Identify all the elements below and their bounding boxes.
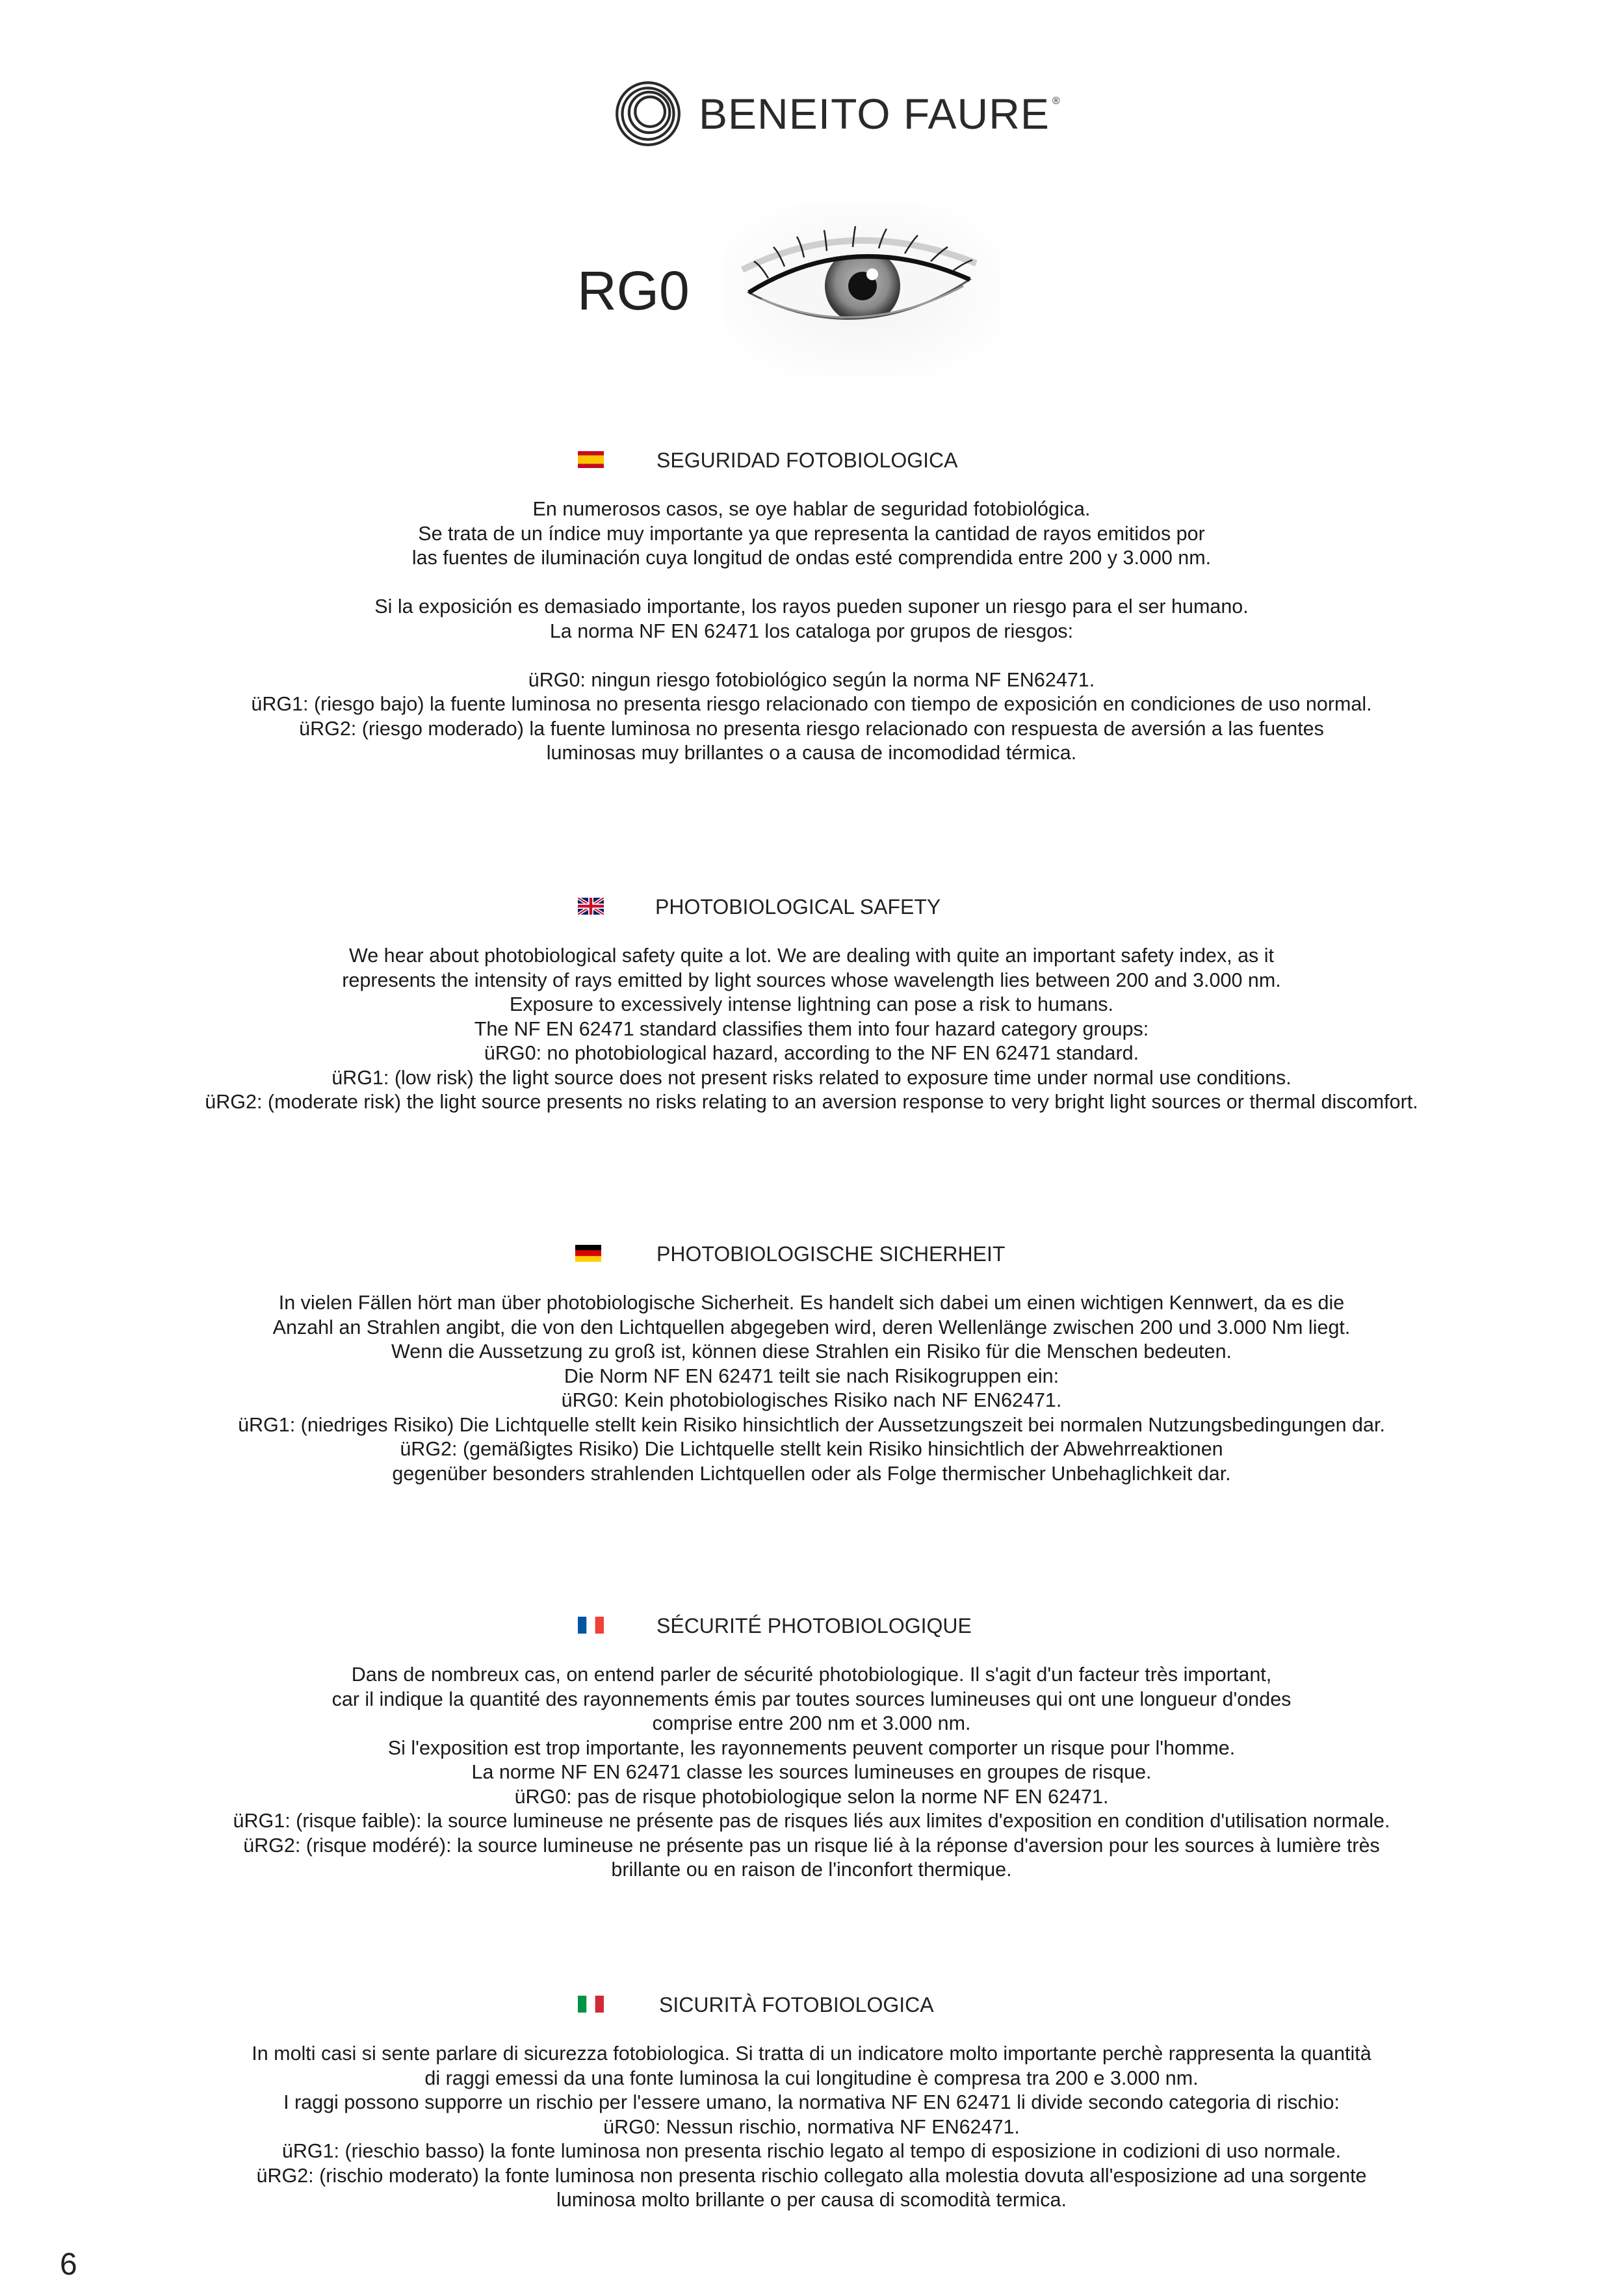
eye-image xyxy=(723,202,1001,377)
risk-group-title: RG0 xyxy=(577,260,690,321)
section-title: SICURITÀ FOTOBIOLOGICA xyxy=(659,1993,934,2016)
text-line: I raggi possono supporre un rischio per l'essere umano, la normativa NF EN 62471 li divide secondo categoria di rischio: xyxy=(283,2091,1340,2113)
text-line: Anzahl an Strahlen angibt, die von den Lichtquellen abgegeben wird, deren Wellenlänge zwischen 200 und 3.000 Nm liegt. xyxy=(272,1316,1351,1338)
text-line: We hear about photobiological safety quite a lot. We are dealing with quite an important safety index, as it xyxy=(348,945,1275,967)
text-line: üRG2: (risque modéré): la source lumineuse ne présente pas un risque lié à la réponse d'aversion pour les sources à lumière très xyxy=(243,1834,1380,1857)
text-line: Se trata de un índice muy importante ya que representa la cantidad de rayos emitidos por xyxy=(418,522,1205,545)
text-line: brillante ou en raison de l'inconfort thermique. xyxy=(611,1859,1012,1881)
spain-flag-icon xyxy=(578,451,604,468)
text-line: Dans de nombreux cas, on entend parler de sécurité photobiologique. Il s'agit d'un facteur très important, xyxy=(351,1663,1272,1686)
text-line: Si l'exposition est trop importante, les rayonnements peuvent comporter un risque pour l'homme. xyxy=(387,1736,1236,1759)
page-number: 6 xyxy=(60,2247,77,2282)
blank-line xyxy=(0,644,1623,668)
text-line: üRG1: (low risk) the light source does not present risks related to exposure time under normal use conditions. xyxy=(331,1066,1292,1089)
section-body xyxy=(0,497,1623,766)
section-body xyxy=(0,944,1623,1115)
text-line: car il indique la quantité des rayonnements émis par toutes sources lumineuses qui ont une longueur d'ondes xyxy=(331,1688,1292,1710)
text-line: üRG0: Kein photobiologisches Risiko nach NF EN62471. xyxy=(561,1389,1062,1411)
text-line: gegenüber besonders strahlenden Lichtquellen oder als Folge thermischer Unbehaglichkeit dar. xyxy=(392,1462,1231,1485)
section-title: SÉCURITÉ PHOTOBIOLOGIQUE xyxy=(656,1614,972,1637)
text-line: The NF EN 62471 standard classifies them into four hazard category groups: xyxy=(474,1017,1149,1040)
text-line: üRG1: (niedriges Risiko) Die Lichtquelle stellt kein Risiko hinsichtlich der Aussetzungszeit bei normalen Nutzungsbedingungen dar. xyxy=(238,1413,1385,1436)
text-line: üRG0: Nessun rischio, normativa NF EN62471. xyxy=(603,2115,1020,2138)
text-line: üRG1: (rieschio basso) la fonte luminosa non presenta rischio legato al tempo di esposizione in codizioni di uso normale. xyxy=(281,2140,1342,2162)
text-line: La norma NF EN 62471 los cataloga por grupos de riesgos: xyxy=(549,620,1074,642)
text-line: In vielen Fällen hört man über photobiologische Sicherheit. Es handelt sich dabei um einen wichtigen Kennwert, da es die xyxy=(278,1292,1345,1314)
text-line: Die Norm NF EN 62471 teilt sie nach Risikogruppen ein: xyxy=(564,1364,1059,1387)
text-line: In molti casi si sente parlare di sicurezza fotobiologica. Si tratta di un indicatore molto importante perchè rappresenta la quantità xyxy=(252,2042,1371,2065)
text-line: üRG2: (gemäßigtes Risiko) Die Lichtquelle stellt kein Risiko hinsichtlich der Abwehrreaktionen xyxy=(400,1438,1223,1460)
text-line: luminosa molto brillante o per causa di scomodità termica. xyxy=(556,2189,1067,2211)
text-line: üRG1: (risque faible): la source lumineuse ne présente pas de risques liés aux limites d'exposition en condition d'utilisation normale. xyxy=(233,1810,1390,1832)
section-body xyxy=(0,1291,1623,1486)
registered-mark: ® xyxy=(1052,96,1061,107)
text-line: Wenn die Aussetzung zu groß ist, können diese Strahlen ein Risiko für die Menschen bedeuten. xyxy=(391,1340,1232,1363)
section-title: PHOTOBIOLOGICAL SAFETY xyxy=(655,895,941,919)
text-line: En numerosos casos, se oye hablar de seguridad fotobiológica. xyxy=(532,498,1091,520)
section-body xyxy=(0,1663,1623,1883)
text-line: üRG2: (riesgo moderado) la fuente luminosa no presenta riesgo relacionado con respuesta de aversión a las fuentes xyxy=(299,717,1324,740)
text-line: üRG0: pas de risque photobiologique selon la norme NF EN 62471. xyxy=(514,1785,1109,1808)
section-title: PHOTOBIOLOGISCHE SICHERHEIT xyxy=(656,1242,1006,1266)
text-line: üRG0: ningun riesgo fotobiológico según la norma NF EN62471. xyxy=(528,668,1095,691)
text-line: üRG1: (riesgo bajo) la fuente luminosa no presenta riesgo relacionado con tiempo de exposición en condiciones de uso normal. xyxy=(251,693,1372,715)
text-line: üRG2: (rischio moderato) la fonte luminosa non presenta rischio collegato alla molestia dovuta all'esposizione ad una sorgente xyxy=(256,2164,1367,2187)
text-line: comprise entre 200 nm et 3.000 nm. xyxy=(652,1712,971,1734)
text-line: Si la exposición es demasiado importante, los rayos pueden suponer un riesgo para el ser humano. xyxy=(374,595,1249,618)
blank-line xyxy=(0,571,1623,595)
text-line: üRG2: (moderate risk) the light source presents no risks relating to an aversion response to very bright light sources or thermal discomfort. xyxy=(205,1091,1418,1113)
section-body xyxy=(0,2042,1623,2213)
text-line: üRG0: no photobiological hazard, according to the NF EN 62471 standard. xyxy=(484,1042,1139,1064)
brand-logo xyxy=(614,78,1061,150)
text-line: las fuentes de iluminación cuya longitud de ondas esté comprendida entre 200 y 3.000 nm. xyxy=(411,547,1212,569)
brand-spiral-icon xyxy=(614,80,682,148)
brand-name: BENEITO FAURE ® xyxy=(699,90,1061,138)
section-title: SEGURIDAD FOTOBIOLOGICA xyxy=(656,449,958,472)
germany-flag-icon xyxy=(575,1245,601,1262)
text-line: luminosas muy brillantes o a causa de incomodidad térmica. xyxy=(546,742,1077,764)
text-line: represents the intensity of rays emitted by light sources whose wavelength lies between 200 and 3.000 nm. xyxy=(342,969,1281,991)
text-line: di raggi emessi da una fonte luminosa la cui longitudine è compresa tra 200 e 3.000 nm. xyxy=(424,2067,1199,2089)
italy-flag-icon xyxy=(578,1996,604,2013)
france-flag-icon xyxy=(578,1617,604,1634)
uk-flag-icon xyxy=(578,898,604,915)
text-line: Exposure to excessively intense lightning can pose a risk to humans. xyxy=(509,993,1114,1015)
text-line: La norme NF EN 62471 classe les sources lumineuses en groupes de risque. xyxy=(471,1761,1152,1783)
